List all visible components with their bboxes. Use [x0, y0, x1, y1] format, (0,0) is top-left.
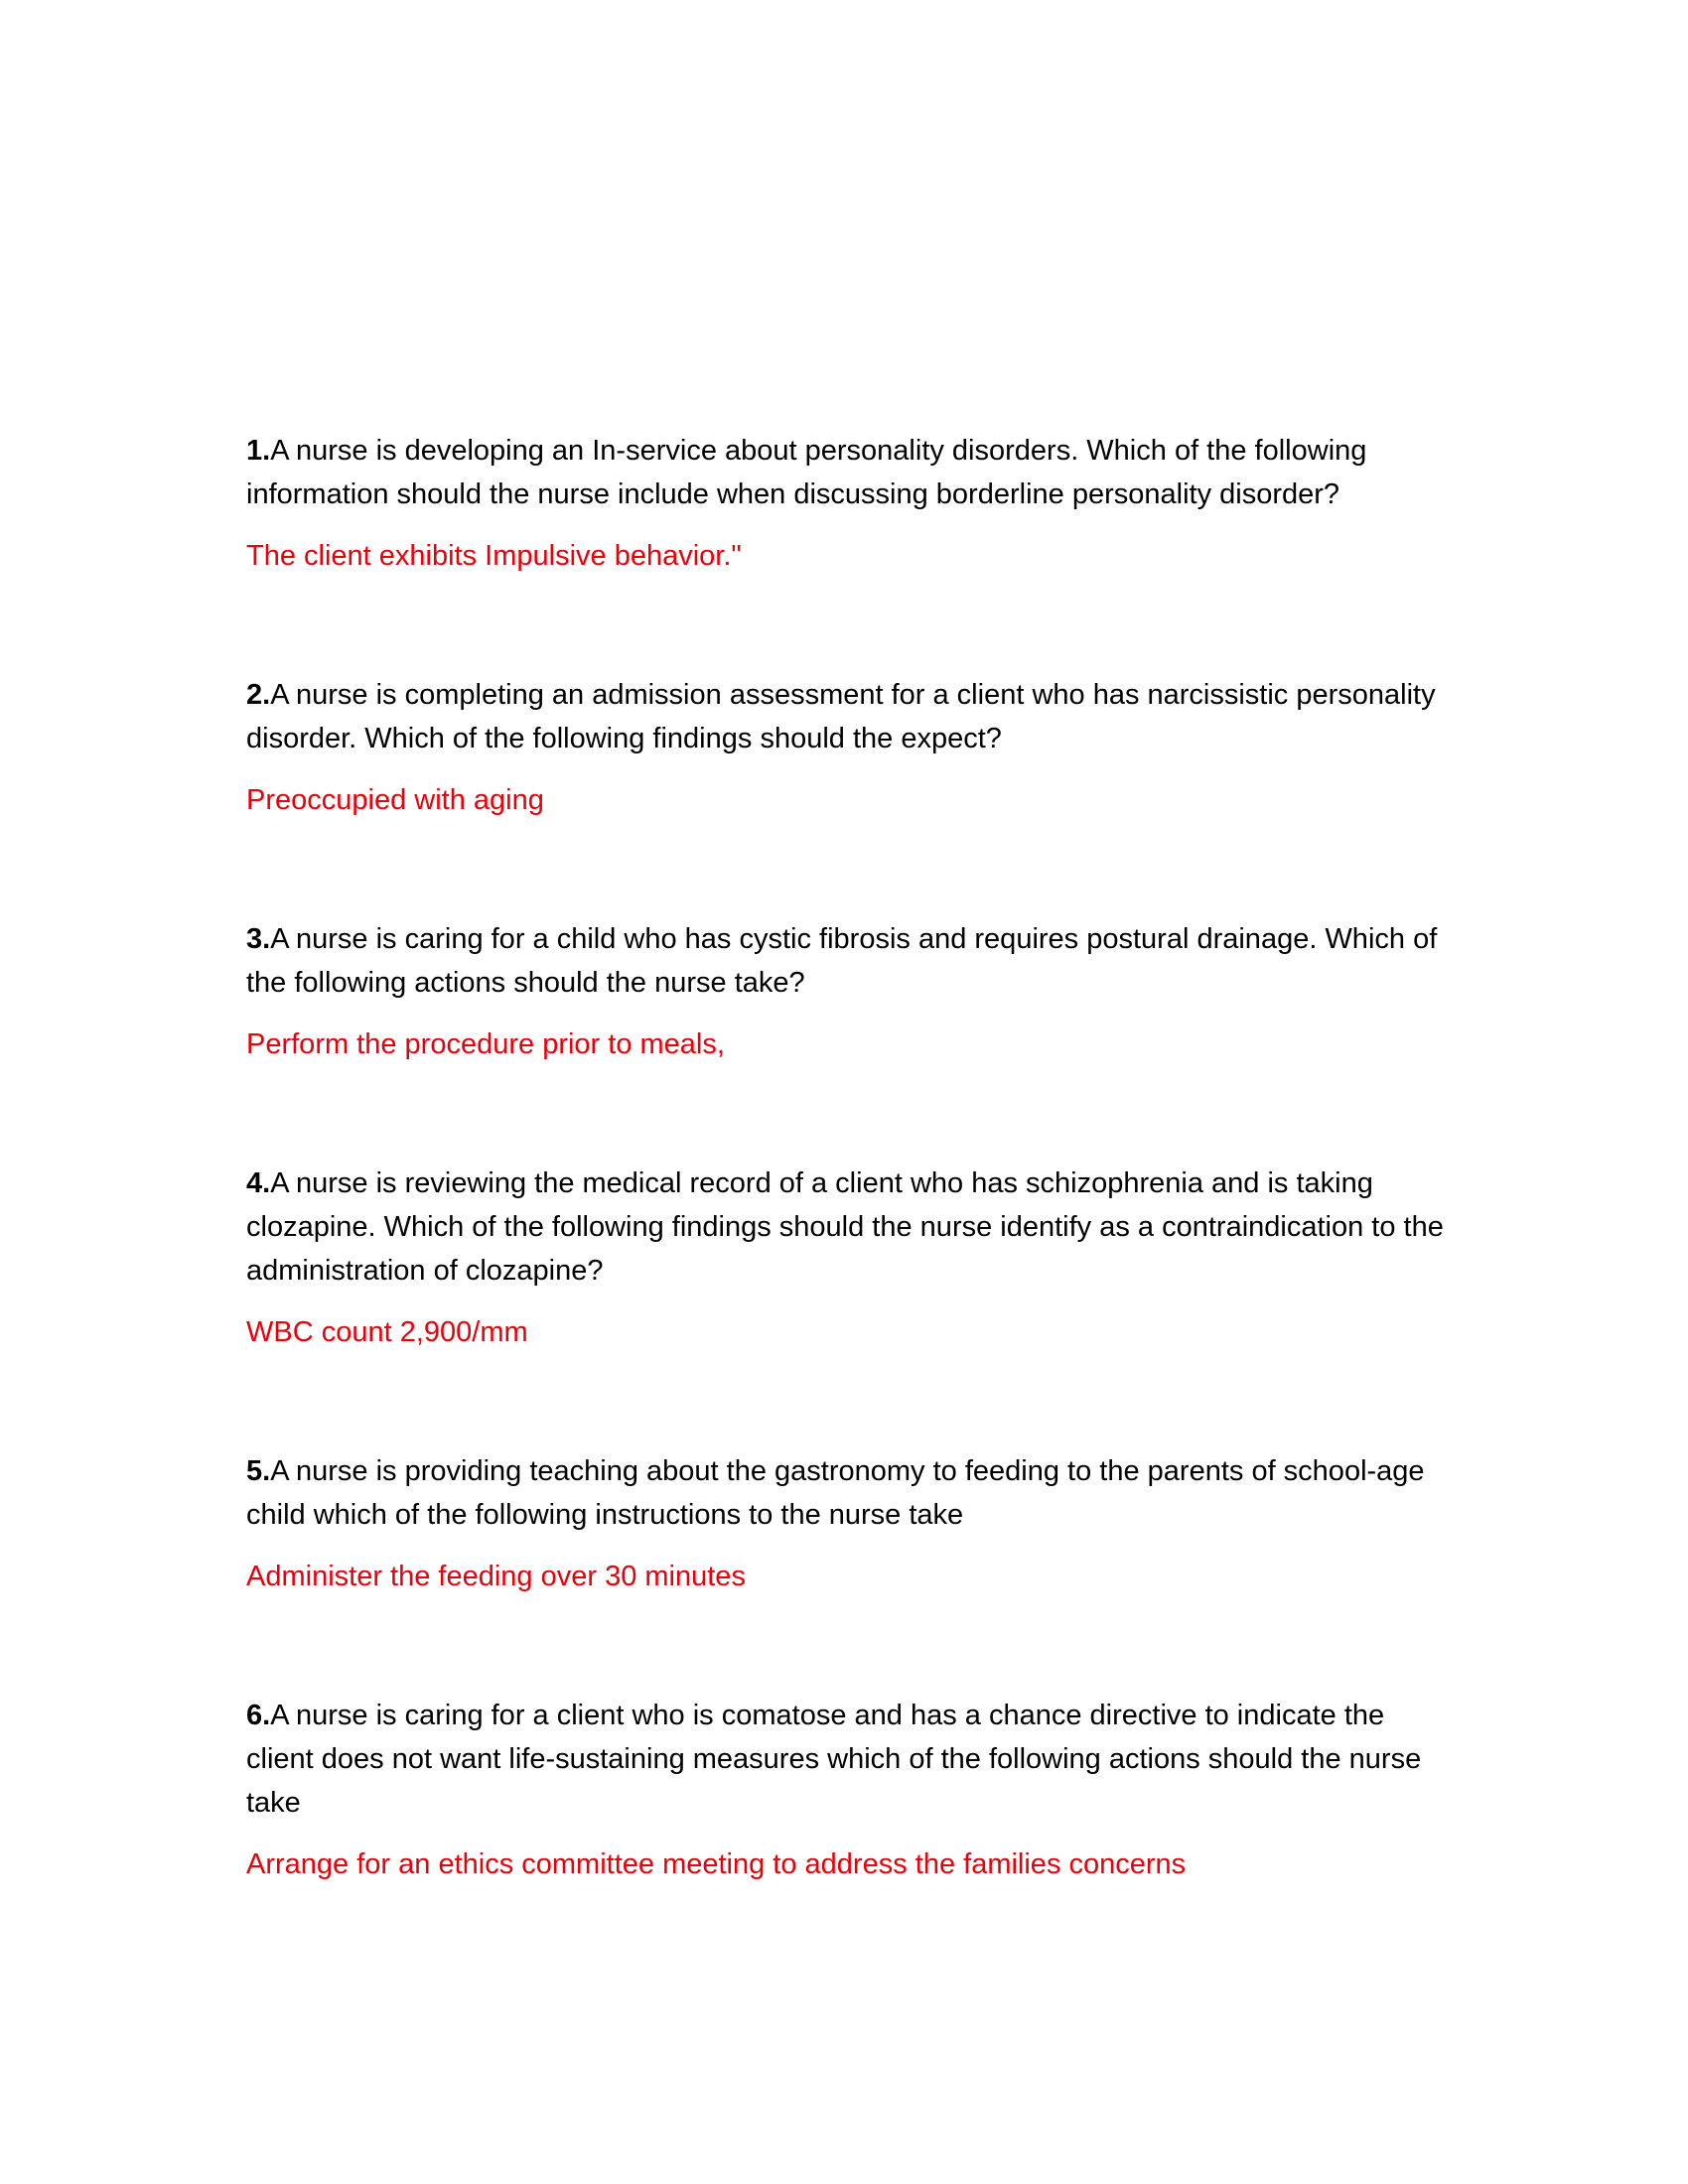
question-body: A nurse is caring for a client who is comatose and has a chance directive to indicate the client does not want life-sustaining measures which of the following actions should the nurse take	[246, 1700, 1422, 1819]
question-item-6	[246, 1694, 1448, 1886]
question-text	[246, 1449, 1448, 1537]
question-text	[246, 429, 1448, 516]
question-text	[246, 1694, 1448, 1825]
question-item-2	[246, 673, 1448, 822]
question-item-5	[246, 1449, 1448, 1598]
question-text	[246, 673, 1448, 760]
question-body: A nurse is completing an admission assessment for a client who has narcissistic personality disorder. Which of the following findings should the expect?	[246, 679, 1436, 754]
answer-text: WBC count 2,900/mm	[246, 1316, 528, 1348]
question-body: A nurse is reviewing the medical record of a client who has schizophrenia and is taking clozapine. Which of the following findings should the nurse identify as a contraindication to the administration of clozapine?	[246, 1167, 1444, 1287]
question-number: 2.	[246, 679, 271, 711]
question-body: A nurse is providing teaching about the gastronomy to feeding to the parents of school-age child which of the following instructions to the nurse take	[246, 1455, 1425, 1531]
question-text	[246, 917, 1448, 1005]
question-number: 5.	[246, 1455, 271, 1487]
question-number: 4.	[246, 1167, 271, 1199]
question-item-1	[246, 429, 1448, 578]
answer-text: Preoccupied with aging	[246, 784, 544, 816]
question-body: A nurse is developing an In-service about personality disorders. Which of the following information should the nurse include when discussing borderline personality disorder?	[246, 435, 1367, 510]
question-body: A nurse is caring for a child who has cystic fibrosis and requires postural drainage. Which of the following actions should the nurse take?	[246, 923, 1438, 999]
answer-text: The client exhibits Impulsive behavior."	[246, 540, 742, 572]
question-number: 1.	[246, 435, 271, 467]
question-number: 3.	[246, 923, 271, 955]
question-item-3	[246, 917, 1448, 1066]
question-number: 6.	[246, 1700, 271, 1731]
question-list	[246, 429, 1448, 1981]
answer-text: Perform the procedure prior to meals,	[246, 1028, 725, 1060]
question-text	[246, 1161, 1448, 1293]
question-item-4	[246, 1161, 1448, 1354]
answer-text: Administer the feeding over 30 minutes	[246, 1561, 746, 1592]
answer-text: Arrange for an ethics committee meeting to address the families concerns	[246, 1848, 1187, 1880]
